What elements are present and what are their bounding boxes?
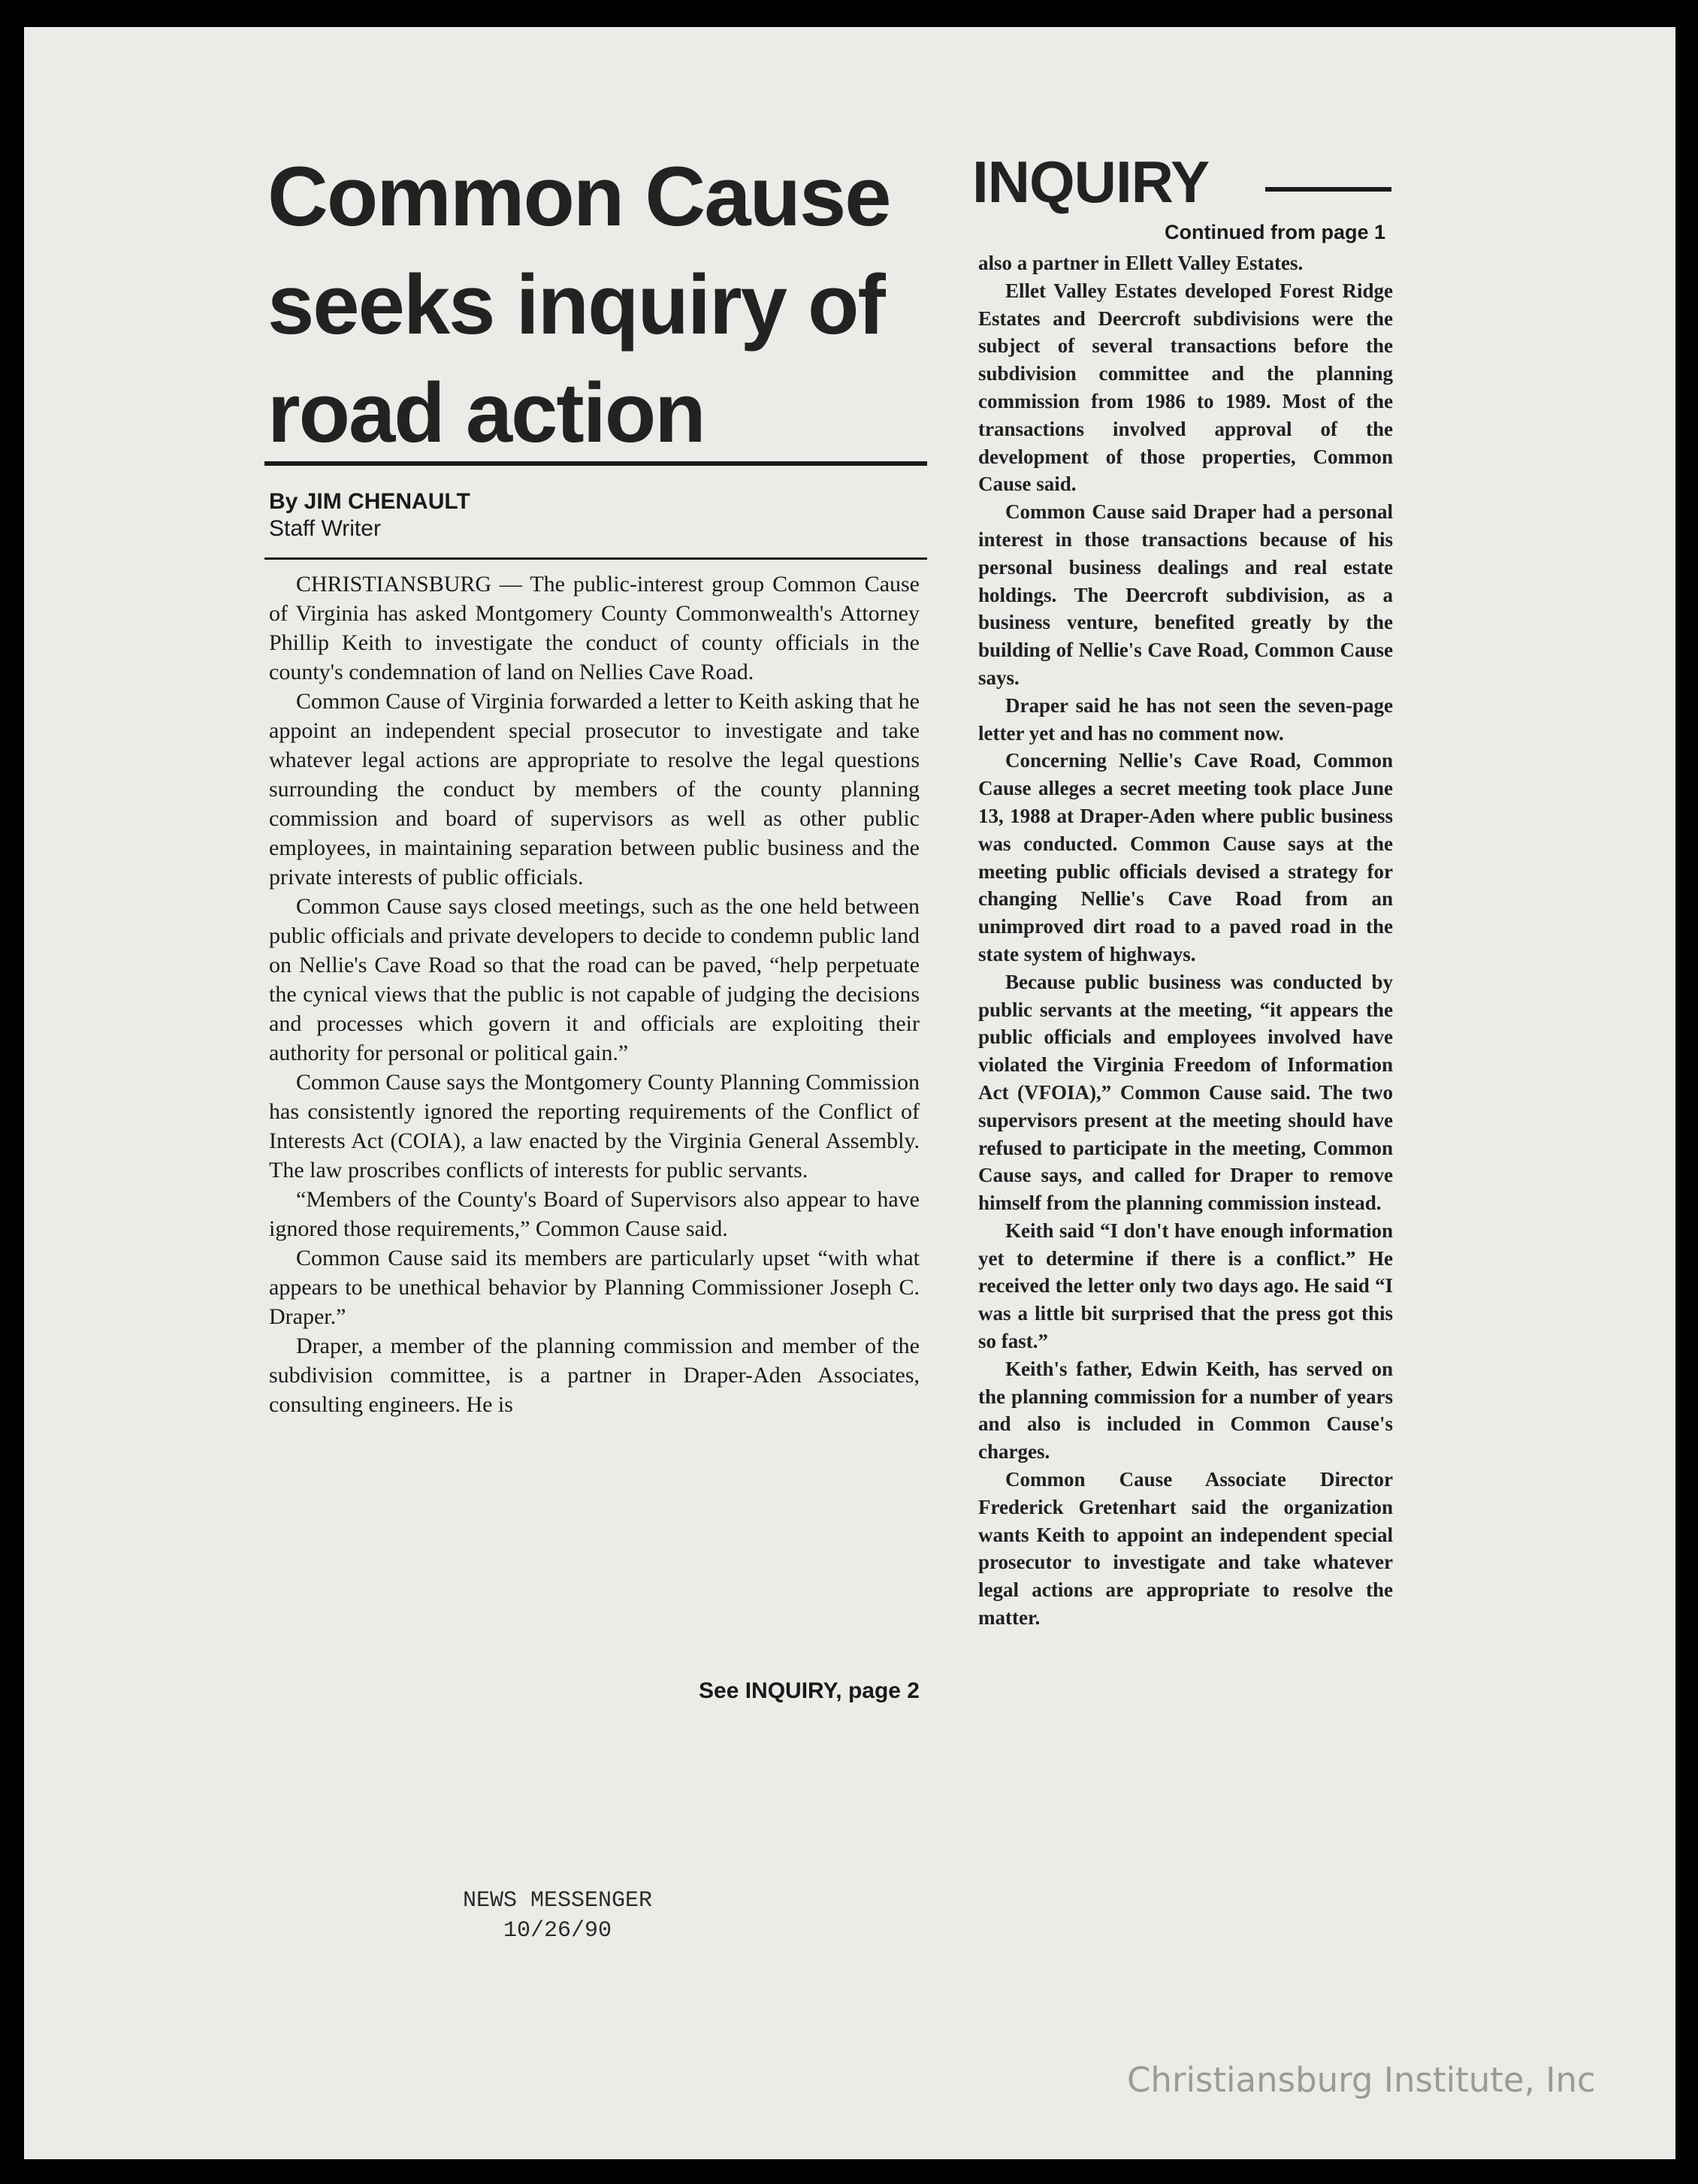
continuation-body <box>978 249 1393 1632</box>
paragraph: Keith's father, Edwin Keith, has served on the planning commission for a number of years and also is included in Common Cause's charges. <box>978 1357 1393 1464</box>
paragraph: Common Cause of Virginia forwarded a letter to Keith asking that he appoint an independent special prosecutor to investigate and take whatever legal actions are appropriate to resolve the legal questions surrounding the conduct by members of the county planning commission and board of supervisors as well as other public employees, in maintaining separation between public business and the private interests of public officials. <box>269 689 920 890</box>
continued-label: Continued from page 1 <box>1164 221 1385 243</box>
paragraph: Concerning Nellie's Cave Road, Common Cause alleges a secret meeting took place June 13, 1988 at Draper-Aden where public business was conducted. Common Cause says at the meeting public officials devised a strategy for changing Nellie's Cave Road from an unimproved dirt road to a paved road in the state system of highways. <box>978 749 1393 965</box>
newspaper-clipping <box>24 27 1675 2159</box>
jump-line: See INQUIRY, page 2 <box>699 1678 920 1703</box>
source-note <box>445 1886 670 1946</box>
paragraph: Keith said “I don't have enough information yet to determine if there is a conflict.” He received the letter only two days ago. He said “I was a little bit surprised that the press got this so fast.” <box>978 1219 1393 1353</box>
paragraph: also a partner in Ellett Valley Estates. <box>978 252 1304 274</box>
paragraph: Ellet Valley Estates developed Forest Ridge Estates and Deercroft subdivisions were the subject of several transactions before the subdivision committee and the planning commission from 1986 to 1989. Most of the transactions involved approval of the development of those properties, Common Cause said. <box>978 279 1393 496</box>
byline-title: Staff Writer <box>269 516 381 541</box>
headline-rule <box>264 461 927 466</box>
paragraph: Draper said he has not seen the seven-page letter yet and has no comment now. <box>978 693 1393 745</box>
continuation-heading-rule <box>1265 187 1391 192</box>
paragraph: Draper, a member of the planning commission and member of the subdivision committee, is a partner in Draper-Aden Associates, consulting engineers. He is <box>269 1334 920 1417</box>
byline-rule <box>264 557 927 560</box>
paragraph: CHRISTIANSBURG — The public-interest group Common Cause of Virginia has asked Montgomery County Commonwealth's Attorney Phillip Keith to investigate the conduct of county officials in the county's condemnation of land on Nellies Cave Road. <box>269 572 920 684</box>
continuation-heading: INQUIRY <box>972 149 1210 215</box>
byline <box>269 488 470 542</box>
paragraph: Because public business was conducted by public servants at the meeting, “it appears the public officials and employees involved have violated the Virginia Freedom of Information Act (VFOIA),” Common Cause said. The two supervisors present at the meeting should have refused to participate in the meeting, Common Cause says, and called for Draper to remove himself from the planning commission instead. <box>978 970 1393 1215</box>
paragraph: Common Cause said Draper had a personal interest in those transactions because of his personal business dealings and real estate holdings. The Deercroft subdivision, as a business venture, benefited greatly by the building of Nellie's Cave Road, Common Cause says. <box>978 500 1393 689</box>
paragraph: Common Cause Associate Director Frederick Gretenhart said the organization wants Keith to appoint an independent special prosecutor to investigate and take whatever legal actions are appropriate to resolve the matter. <box>978 1468 1393 1630</box>
publication-date: 10/26/90 <box>503 1918 612 1944</box>
paragraph: Common Cause says closed meetings, such as the one held between public officials and private developers to decide to condemn public land on Nellie's Cave Road so that the road can be paved, “help perpetuate the cynical views that the public is not capable of judging the decisions and processes which govern it and officials are exploiting their authority for personal or political gain.” <box>269 894 920 1065</box>
byline-name: By JIM CHENAULT <box>269 489 470 514</box>
paragraph: Common Cause said its members are particularly upset “with what appears to be unethical behavior by Planning Commissioner Joseph C. Draper.” <box>269 1246 920 1329</box>
article-body <box>269 569 920 1419</box>
paragraph: “Members of the County's Board of Supervisors also appear to have ignored those requirements,” Common Cause said. <box>269 1187 920 1241</box>
archive-watermark: Christiansburg Institute, Inc <box>1127 2060 1596 2100</box>
publication-name: NEWS MESSENGER <box>462 1888 653 1914</box>
paragraph: Common Cause says the Montgomery County Planning Commission has consistently ignored the reporting requirements of the Conflict of Interests Act (COIA), a law enacted by the Virginia General Assembly. The law proscribes conflicts of interests for public servants. <box>269 1070 920 1183</box>
headline: Common Cause seeks inquiry of road action <box>267 150 890 460</box>
